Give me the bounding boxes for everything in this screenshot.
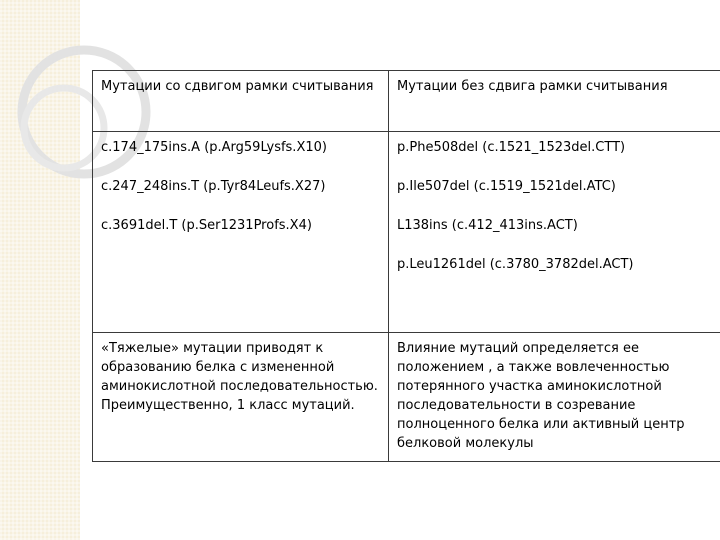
inframe-effect: Влияние мутаций определяется ее положением , а также вовлеченностью потерянного участка аминокислотной последовательности в созревание полноценного белка или активный центр белковой молекулы [389,333,720,462]
inframe-mutations-cell [389,132,720,333]
frameshift-mutations-cell [93,132,389,333]
frameshift-mutation: c.174_175ins.A (p.Arg59Lysfs.X10) [101,140,327,155]
inframe-mutation: p.Phe508del (c.1521_1523del.CTT) [397,140,626,155]
mutations-table [92,70,720,462]
inframe-mutation: p.Ile507del (c.1519_1521del.ATC) [397,179,616,194]
frameshift-effect: «Тяжелые» мутации приводят к образованию белка с измененной аминокислотной последовательностью. Преимущественно, 1 класс мутаций. [93,333,389,462]
header-inframe: Мутации без сдвига рамки считывания [389,71,720,132]
inframe-mutation: p.Leu1261del (c.3780_3782del.ACT) [397,257,634,272]
frameshift-mutation: c.247_248ins.T (p.Tyr84Leufs.X27) [101,179,326,194]
inframe-mutation: L138ins (c.412_413ins.ACT) [397,218,578,233]
frameshift-mutation: c.3691del.T (p.Ser1231Profs.X4) [101,218,312,233]
mutation-list-row [93,132,720,333]
effects-row [93,333,720,462]
header-frameshift: Мутации со сдвигом рамки считывания [93,71,389,132]
header-row [93,71,720,132]
